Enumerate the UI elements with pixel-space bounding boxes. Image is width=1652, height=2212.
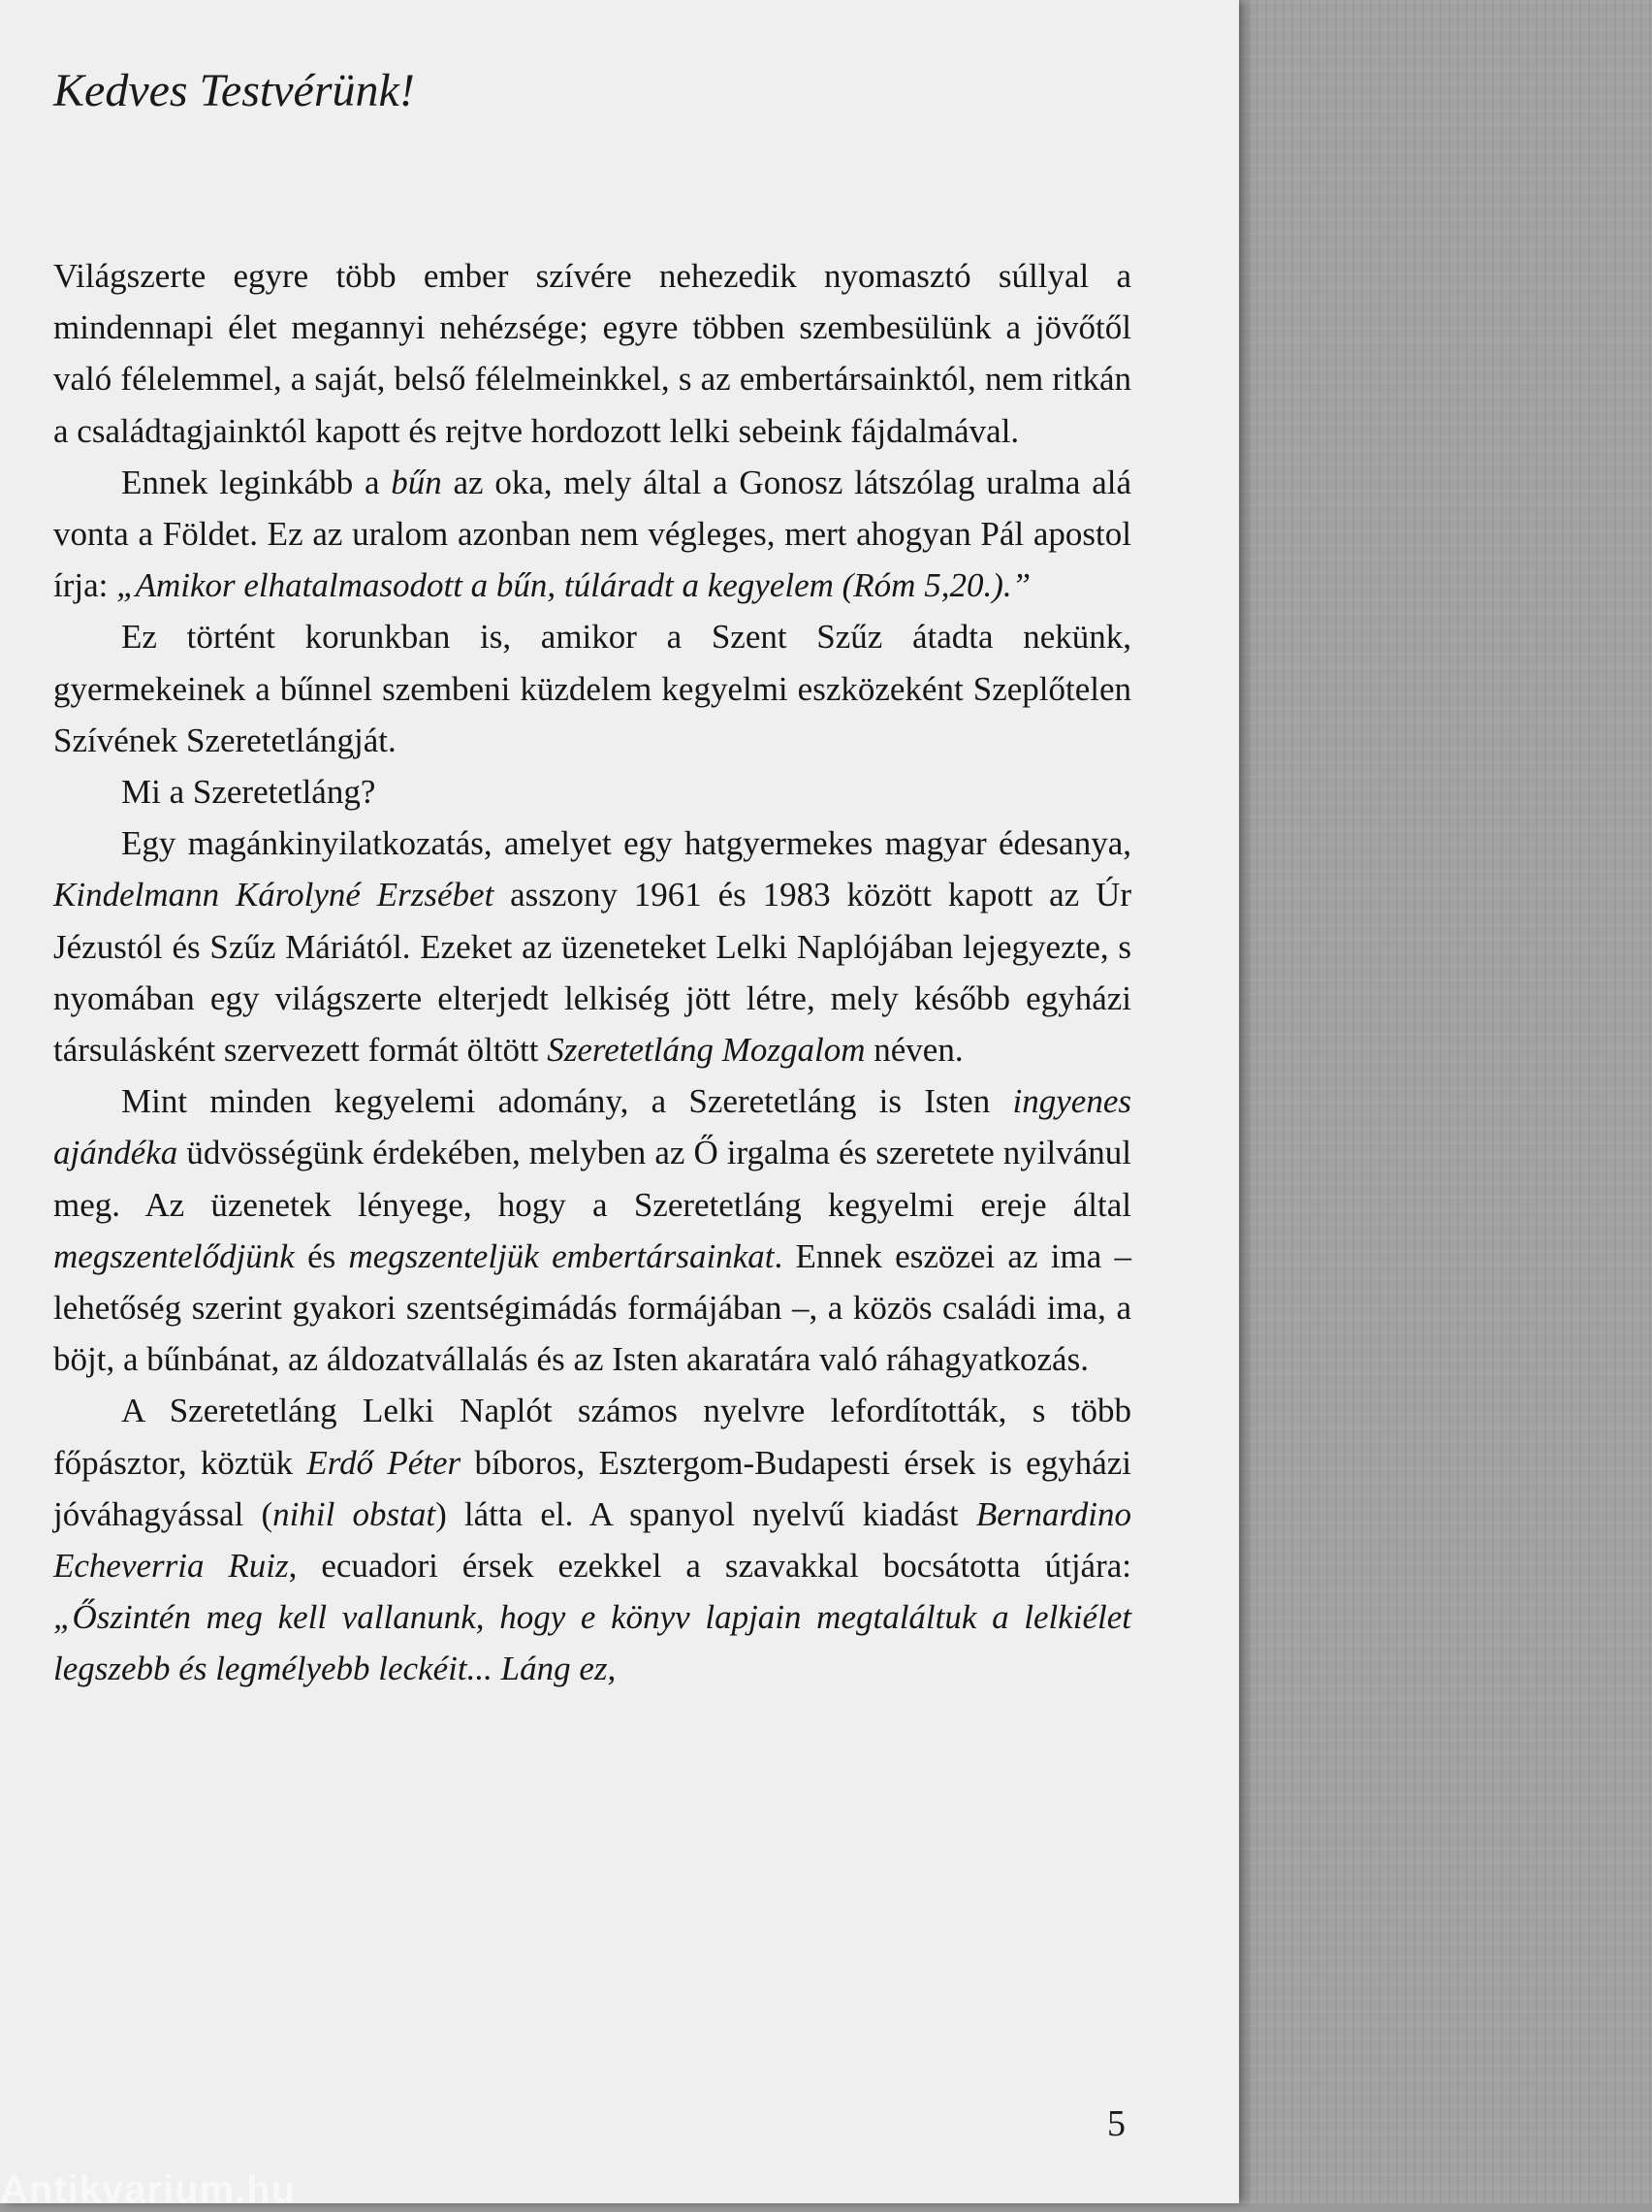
italic-run: megszentelődjünk: [53, 1236, 295, 1275]
text-run: ) látta el. A spanyol nyelvű kiadást: [435, 1494, 976, 1533]
watermark-logo: Antikvarium.hu: [0, 2168, 297, 2211]
text-run: Mi a Szeretetláng?: [121, 773, 376, 812]
paragraph: [53, 1075, 1131, 1385]
text-run: Világszerte egyre több ember szívére nehezedik nyomasztó súllyal a mindennapi élet megannyi nehézsége; egyre többen szembesülünk a jövőtől való félelemmel, a saját, belső félelmeinkkel, s az embertársainktól, nem ritkán a családtagjainktól kapott és rejtve hordozott lelki sebeink fájdalmával.: [53, 257, 1131, 450]
text-run: üdvösségünk érdekében, melyben az Ő irgalma és szeretete nyilvánul meg. Az üzenetek lényege, hogy a Szeretetláng kegyelmi ereje által: [53, 1134, 1131, 1224]
paragraph: [53, 250, 1131, 457]
italic-run: „Amikor elhatalmasodott a bűn, túláradt a kegyelem (Róm 5,20.).”: [116, 566, 1032, 605]
italic-run: ingyenes ajándéka: [53, 1082, 1131, 1172]
text-run: és: [294, 1236, 349, 1275]
paragraph: [53, 766, 1131, 817]
italic-run: Szeretetláng Mozgalom: [547, 1031, 866, 1070]
paragraph: [53, 817, 1131, 1075]
text-run: az oka, mely által a Gonosz látszólag uralma alá vonta a Földet. Ez az uralom azonban nem végleges, mert ahogyan Pál apostol írja:: [53, 463, 1131, 605]
paragraph: [53, 457, 1131, 612]
italic-run: „Őszintén meg kell vallanunk, hogy e könyv lapjain megtaláltuk a lelkiélet legszebb és legmélyebb leckéit... Láng ez,: [53, 1598, 1131, 1688]
background-surface: [1239, 0, 1652, 2203]
page-number: 5: [1107, 2103, 1126, 2144]
text-run: . Ennek eszözei az ima – lehetőség szerint gyakori szentségimádás formájában –, a közös családi ima, a böjt, a bűnbánat, az áldozatvállalás és az Isten akaratára való ráhagyatkozás.: [53, 1236, 1131, 1379]
italic-run: Bernardino Echeverria Ruiz: [53, 1494, 1131, 1586]
italic-run: Kindelmann Károlyné Erzsébet: [53, 876, 494, 914]
text-run: A Szeretetláng Lelki Naplót számos nyelvre lefordították, s több főpásztor, köztük: [53, 1392, 1131, 1482]
italic-run: megszenteljük embertársainkat: [348, 1236, 775, 1275]
text-run: bíboros, Esztergom-Budapesti érsek is egyházi jóváhagyással (: [53, 1443, 1131, 1533]
paragraph: [53, 611, 1131, 766]
italic-run: Erdő Péter: [306, 1443, 461, 1482]
text-run: Ennek leginkább a: [121, 463, 392, 501]
text-run: asszony 1961 és 1983 között kapott az Úr Jézustól és Szűz Máriától. Ezeket az üzeneteket Lelki Naplójában lejegyezte, s nyomában egy világszerte elterjedt lelkiség jött létre, mely később egyházi társulásként szervezett formát öltött: [53, 876, 1131, 1070]
text-run: néven.: [865, 1031, 964, 1070]
italic-run: bűn: [391, 463, 442, 501]
italic-run: nihil obstat: [272, 1494, 436, 1533]
greeting-heading: Kedves Testvérünk!: [53, 65, 415, 116]
paragraph: [53, 1385, 1131, 1694]
text-run: Ez történt korunkban is, amikor a Szent Szűz átadta nekünk, gyermekeinek a bűnnel szembeni küzdelem kegyelmi eszközeként Szeplőtelen Szívének Szeretetlángját.: [53, 618, 1131, 759]
text-run: , ecuadori érsek ezekkel a szavakkal bocsátotta útjára:: [288, 1547, 1131, 1586]
text-run: Mint minden kegyelemi adomány, a Szeretetláng is Isten: [121, 1082, 1013, 1121]
body-text: [53, 250, 1131, 1695]
text-run: Egy magánkinyilatkozatás, amelyet egy hatgyermekes magyar édesanya,: [121, 824, 1131, 863]
